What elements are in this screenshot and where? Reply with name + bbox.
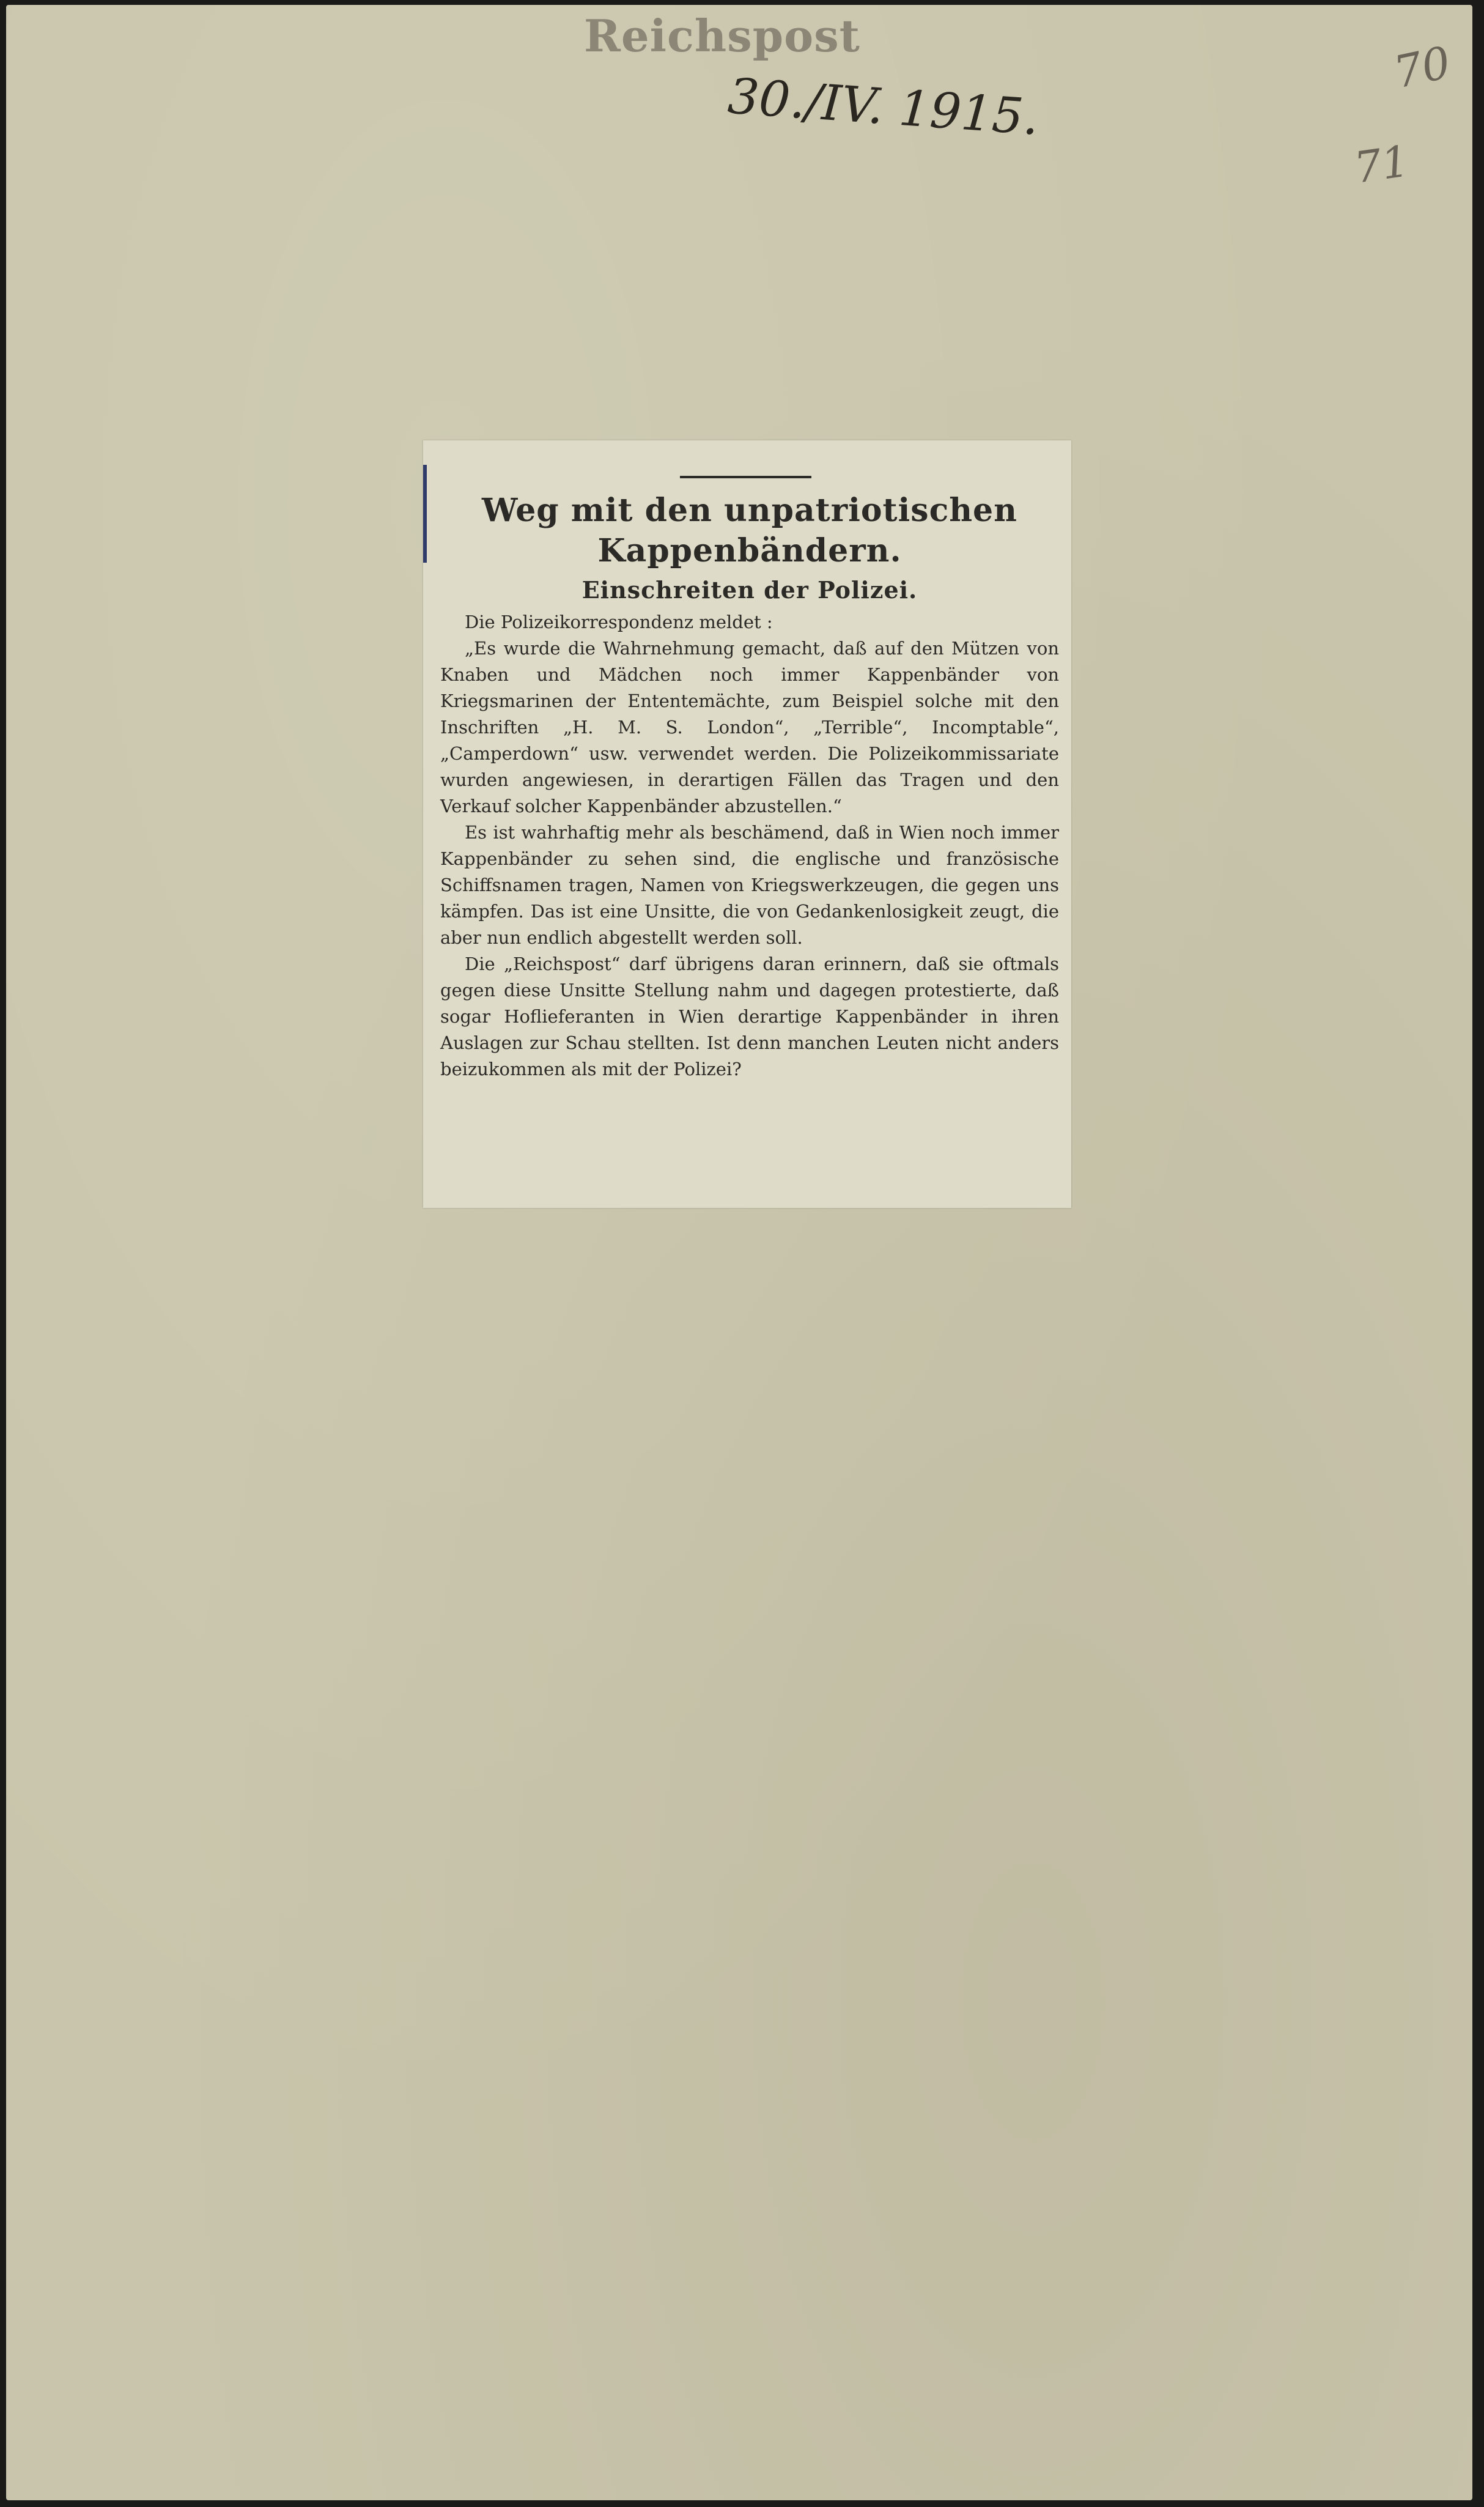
article-intro: Die Polizeikorrespondenz meldet : <box>465 612 773 632</box>
clipping-edge-mark <box>423 465 427 563</box>
article-subtitle: Einschreiten der Polizei. <box>581 576 918 604</box>
article-paragraph-2: Es ist wahrhaftig mehr als beschämend, daß in Wien noch immer Kappenbänder zu sehen sind, die englische und französische Schiffsnamen tragen, Namen von Kriegswerkzeugen, die gegen uns kämpfen. Das ist eine Unsitte, die von Gedankenlosigkeit zeugt, die aber nun endlich abgestellt werden soll. <box>440 822 1059 948</box>
handwritten-date: 30./IV. 1915. <box>726 67 1041 146</box>
article-title-line-2: Kappenbändern. <box>597 532 902 569</box>
newspaper-stamp: Reichspost <box>584 10 860 62</box>
newspaper-clipping <box>423 440 1071 1208</box>
archive-sheet <box>6 5 1472 2500</box>
folio-number-upper: 70 <box>1389 36 1455 98</box>
article-title-line-1: Weg mit den unpatriotischen <box>482 492 1017 529</box>
folio-number-lower: 71 <box>1351 136 1412 193</box>
article-quote: „Es wurde die Wahrnehmung gemacht, daß auf den Mützen von Knaben und Mädchen noch immer Kappenbänder von Kriegsmarinen der Ententemächte, zum Beispiel solche mit den Inschriften „H. M. S. London“, „Terrible“, Incomptable“, „Camperdown“ usw. verwendet werden. Die Polizeikommissariate wurden angewiesen, in derartigen Fällen das Tragen und den Verkauf solcher Kappenbänder abzustellen.“ <box>440 638 1059 817</box>
article-paragraph-3: Die „Reichspost“ darf übrigens daran erinnern, daß sie oftmals gegen diese Unsitte Stellung nahm und dagegen protestierte, daß sogar Hoflieferanten in Wien derartige Kappenbänder in ihren Auslagen zur Schau stellten. Ist denn manchen Leuten nicht anders beizukommen als mit der Polizei? <box>440 954 1059 1079</box>
article-title <box>440 491 1059 571</box>
clipping-top-rule <box>680 476 811 478</box>
